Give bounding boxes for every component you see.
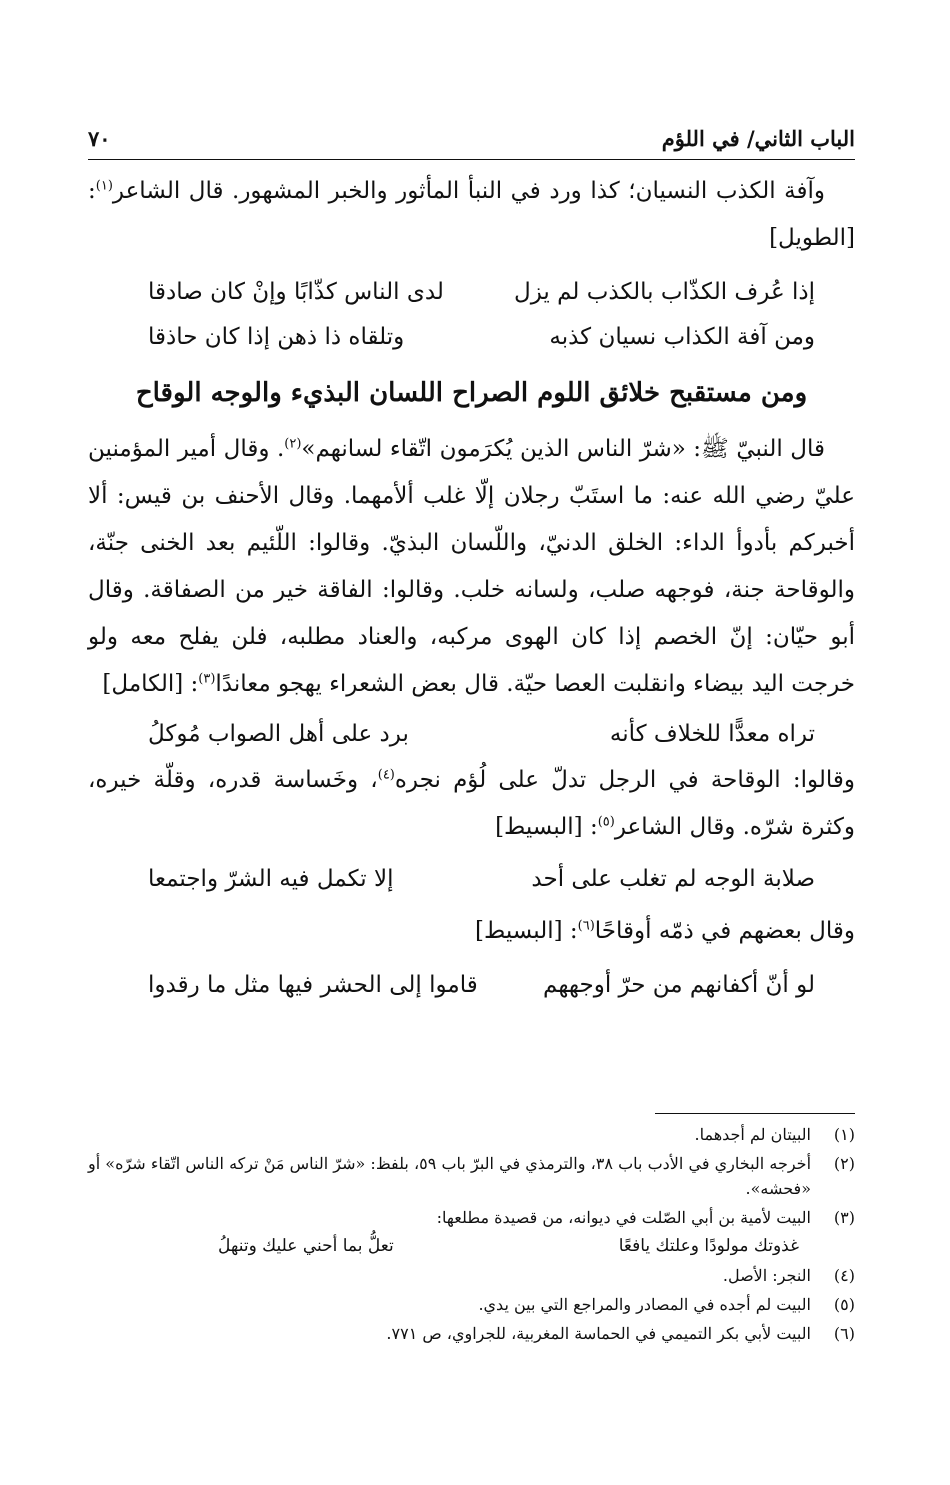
page-number: ٧٠: [88, 125, 111, 151]
footnote-verse: غذوتك مولودًا وعلتك يافعًا تعلُّ بما أحني عليك وتنهلُ: [218, 1236, 799, 1256]
footnote-ref-3: (٣): [198, 671, 216, 687]
paragraph-4: وقال بعضهم في ذمّه أوقاحًا$^{(٦)}$: [البسيط]: [475, 918, 855, 944]
section-heading: ومن مستقبح خلائق اللوم الصراح اللسان البذيء والوجه الوقاح: [135, 378, 808, 408]
footnote-ref-2: (٢): [284, 436, 302, 452]
footnote: (١) البيتان لم أجدهما.: [694, 1125, 855, 1144]
verse-hemistich: إلا تكمل فيه الشرّ واجتمعا: [148, 866, 394, 892]
footnote-ref-5: (٥): [597, 814, 615, 830]
verse-hemistich: لو أنّ أكفانهم من حرّ أوجههم: [543, 972, 815, 998]
paragraph-3: وقالوا: الوقاحة في الرجل تدلّ على لُؤم نجره$^{(٤)}$، وخَساسة قدره، وقلّة خيره، وكثرة شرّه. وقال الشاعر$^{(٥)}$: [البسيط]: [88, 767, 855, 840]
footnote: (٣) البيت لأمية بن أبي الصّلت في ديوانه، من قصيدة مطلعها:: [436, 1208, 855, 1227]
footnote: (٤) النجر: الأصل.: [722, 1266, 855, 1285]
verse-hemistich: ومن آفة الكذاب نسيان كذبه: [549, 324, 815, 350]
footnote-ref-4: (٤): [377, 767, 395, 783]
running-title: الباب الثاني/ في اللؤم: [661, 125, 855, 151]
footnote: (٦) البيت لأبي بكر التميمي في الحماسة المغربية، للجراوي، ص ٧٧١.: [386, 1324, 855, 1343]
verse-line: [88, 315, 855, 360]
footnote-ref-6: (٦): [577, 918, 595, 934]
verse-hemistich: تراه معدًّا للخلاف كأنه: [609, 721, 815, 747]
verse-line: [88, 857, 855, 902]
main-text: [88, 168, 855, 1008]
verse-line: [88, 712, 855, 757]
verse-hemistich: قاموا إلى الحشر فيها مثل ما رقدوا: [148, 972, 478, 998]
footnote: (٢) أخرجه البخاري في الأدب باب ٣٨، والترمذي في البرّ باب ٥٩، بلفظ: «شرّ الناس مَنْ تركه الناس اتّقاء شرّه» أو «فحشه».: [88, 1154, 855, 1198]
footnote: (٥) البيت لم أجده في المصادر والمراجع التي بين يدي.: [478, 1295, 855, 1314]
verse-hemistich: إذا عُرف الكذّاب بالكذب لم يزل: [513, 279, 815, 305]
verse-line: [88, 963, 855, 1008]
paragraph-1: وآفة الكذب النسيان؛ كذا ورد في النبأ المأثور والخبر المشهور. قال الشاعر$^{(١)}$: [الطويل]: [88, 178, 855, 251]
page-header: [88, 118, 855, 158]
footnotes: [88, 1122, 855, 1350]
verse-line: [88, 270, 855, 315]
footnote-rule: [655, 1113, 855, 1114]
verse-hemistich: برد على أهل الصواب مُوكلُ: [148, 721, 409, 747]
verse-hemistich: لدى الناس كذّابًا وإنْ كان صادقا: [148, 279, 444, 305]
verse-hemistich: وتلقاه ذا ذهن إذا كان حاذقا: [148, 324, 405, 350]
header-rule: [88, 159, 855, 160]
paragraph-2: قال النبيّ ﷺ: «شرّ الناس الذين يُكرَمون اتّقاء لسانهم»$^{(٢)}$. وقال أمير المؤمنين عليّ رضي الله عنه: ما استَبّ رجلان إلّا غلب ألأمهما. وقال الأحنف بن قيس: ألا أخبركم بأدوأ الداء: الخلق الدنيّ، واللّسان البذيّ. وقالوا: اللّئيم بعد الخنى جنّة، والوقاحة جنة، فوجهه صلب، ولسانه خلب. وقالوا: الفاقة خير من الصفاقة. وقال أبو حيّان: إنّ الخصم إذا كان الهوى مركبه، والعناد مطلبه، فلن يفلح معه ولو خرجت اليد بيضاء وانقلبت العصا حيّة. قال بعض الشعراء يهجو معاندًا$^{(٣)}$: [الكامل]: [88, 436, 855, 697]
verse-hemistich: صلابة الوجه لم تغلب على أحد: [531, 866, 815, 892]
footnote-ref-1: (١): [95, 178, 113, 194]
